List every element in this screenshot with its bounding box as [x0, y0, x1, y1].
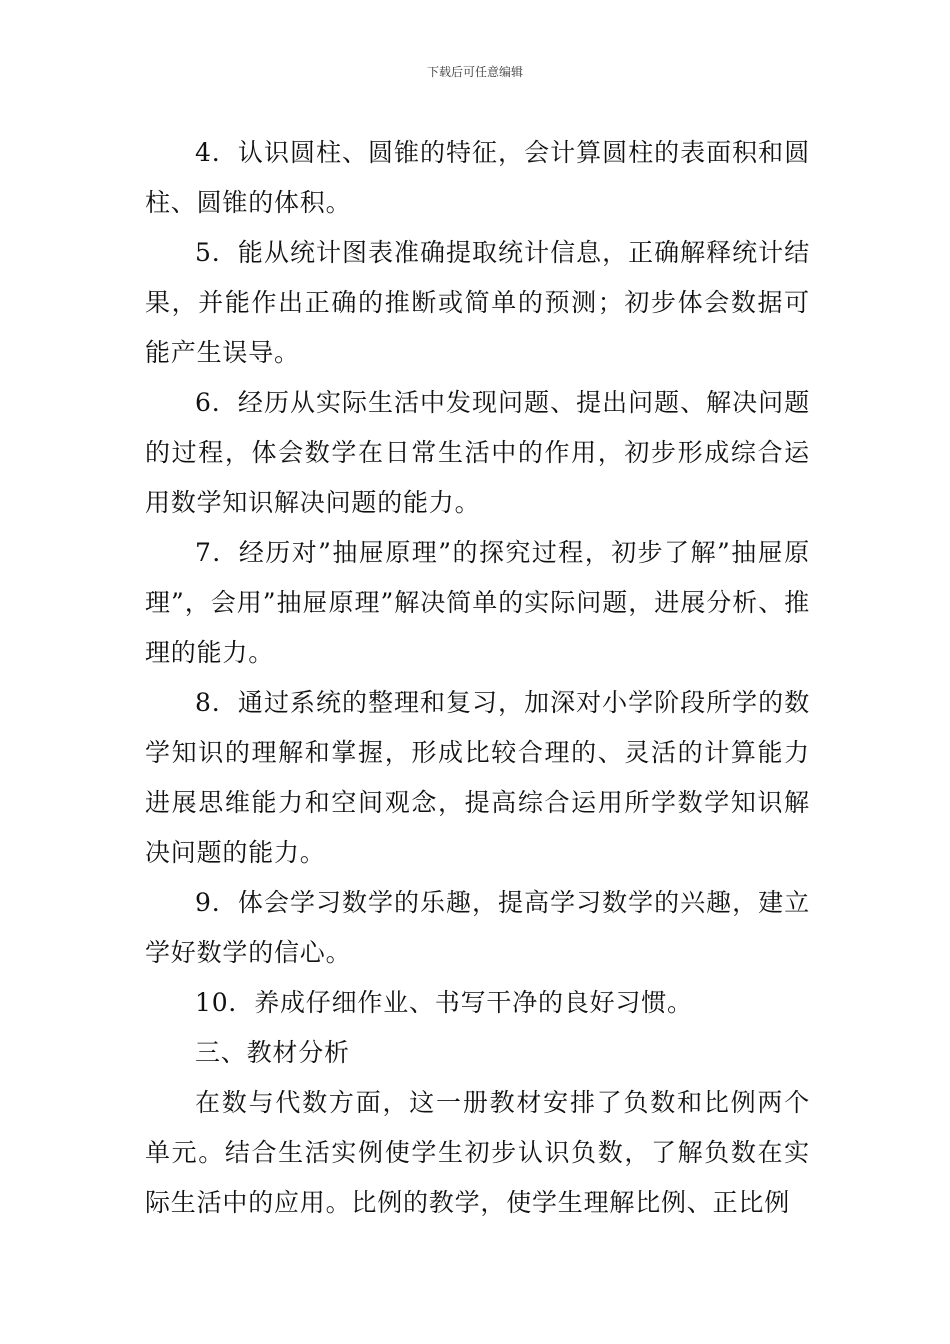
paragraph-objective-9: 9．体会学习数学的乐趣，提高学习数学的兴趣，建立学好数学的信心。	[145, 888, 810, 967]
page-header: 下载后可任意编辑	[426, 65, 523, 79]
document-body	[145, 128, 810, 1228]
paragraph-objective-4: 4．认识圆柱、圆锥的特征，会计算圆柱的表面积和圆柱、圆锥的体积。	[145, 138, 810, 217]
section-heading-textbook-analysis: 三、教材分析	[195, 1038, 350, 1067]
paragraph-objective-7: 7．经历对”抽屉原理”的探究过程，初步了解”抽屉原理”，会用”抽屉原理”解决简单的实际问题，进展分析、推理的能力。	[145, 538, 810, 667]
paragraph-objective-6: 6．经历从实际生活中发现问题、提出问题、解决问题的过程，体会数学在日常生活中的作用，初步形成综合运用数学知识解决问题的能力。	[145, 388, 810, 517]
paragraph-objective-5: 5．能从统计图表准确提取统计信息，正确解释统计结果，并能作出正确的推断或简单的预测；初步体会数据可能产生误导。	[145, 238, 810, 367]
paragraph-objective-10: 10．养成仔细作业、书写干净的良好习惯。	[195, 988, 693, 1017]
paragraph-objective-8: 8．通过系统的整理和复习，加深对小学阶段所学的数学知识的理解和掌握，形成比较合理的、灵活的计算能力进展思维能力和空间观念，提高综合运用所学数学知识解决问题的能力。	[145, 688, 810, 867]
paragraph-analysis-numbers-algebra: 在数与代数方面，这一册教材安排了负数和比例两个单元。结合生活实例使学生初步认识负数，了解负数在实际生活中的应用。比例的教学，使学生理解比例、正比例	[145, 1088, 810, 1217]
